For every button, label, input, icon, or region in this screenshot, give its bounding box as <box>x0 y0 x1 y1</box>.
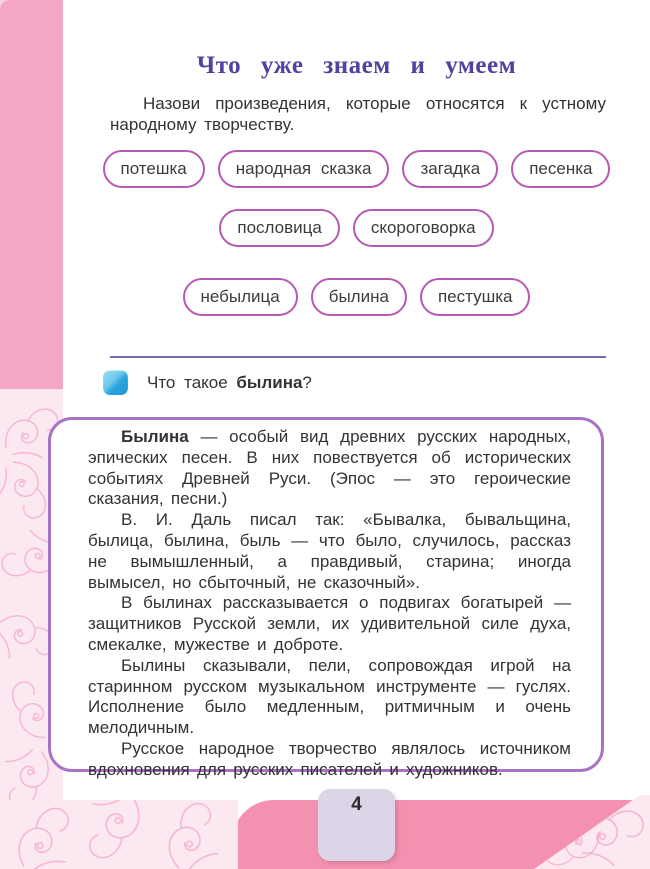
pill-poteshka[interactable]: потешка <box>103 150 205 188</box>
pill-pestushka[interactable]: пестушка <box>420 278 531 316</box>
info-paragraph-text: — особый вид древних русских народных, эпических песен. В них повествуется об исторических событиях Древней Руси. (Эпос — это героические сказания, песни.) <box>88 427 571 509</box>
page-number-tab <box>318 789 395 861</box>
task-marker-icon <box>103 370 128 395</box>
info-paragraph: В былинах рассказывается о подвигах богатырей — защитников Русской земли, их удивительной силе духа, смекалке, мужестве и доброте. <box>88 593 571 654</box>
left-pink-band <box>0 0 63 437</box>
pill-skorogovorka[interactable]: скороговорка <box>353 209 494 247</box>
info-paragraph <box>88 427 571 510</box>
pill-row-2 <box>63 209 650 247</box>
page-title: Что уже знаем и умеем <box>196 52 517 79</box>
task-question-suffix: ? <box>302 372 312 392</box>
pill-poslovitsa[interactable]: пословица <box>219 209 339 247</box>
intro-text: Назови произведения, которые относятся к устному народному творчеству. <box>110 94 606 134</box>
page-content <box>63 0 650 395</box>
task-question <box>147 373 312 393</box>
floral-ornament-bottom-left <box>0 800 238 869</box>
floral-swirl-icon <box>141 800 238 869</box>
page-number: 4 <box>351 794 362 815</box>
task-question-keyword: былина <box>236 372 303 392</box>
task-question-prefix: Что такое <box>147 372 237 392</box>
info-paragraph: Былины сказывали, пели, сопровождая игрой на старинном русском музыкальном инструменте — гуслях. Исполнение было медленным, ритмичным и очень мелодичным. <box>88 655 571 738</box>
info-paragraph: В. И. Даль писал так: «Бывалка, бывальщина, былица, былина, быль — что было, случилось, рассказ не вымышленный, а правдивый, старина; иногда вымысел, но сбыточный, не сказочный». <box>88 510 571 592</box>
pill-bylina[interactable]: былина <box>311 278 407 316</box>
info-paragraph-lead: Былина <box>121 427 189 446</box>
pill-narodnaya-skazka[interactable]: народная сказка <box>218 150 390 188</box>
info-box <box>48 417 604 779</box>
pill-pesenka[interactable]: песенка <box>511 150 610 188</box>
task-row <box>103 370 650 395</box>
pill-row-3 <box>63 278 650 316</box>
pill-zagadka[interactable]: загадка <box>402 150 498 188</box>
info-paragraph: Русское народное творчество являлось источником вдохновения для русских писателей и художников. <box>88 738 571 779</box>
section-divider <box>110 356 606 358</box>
pill-nebylitsa[interactable]: небылица <box>183 278 298 316</box>
pill-row-1 <box>63 150 650 188</box>
